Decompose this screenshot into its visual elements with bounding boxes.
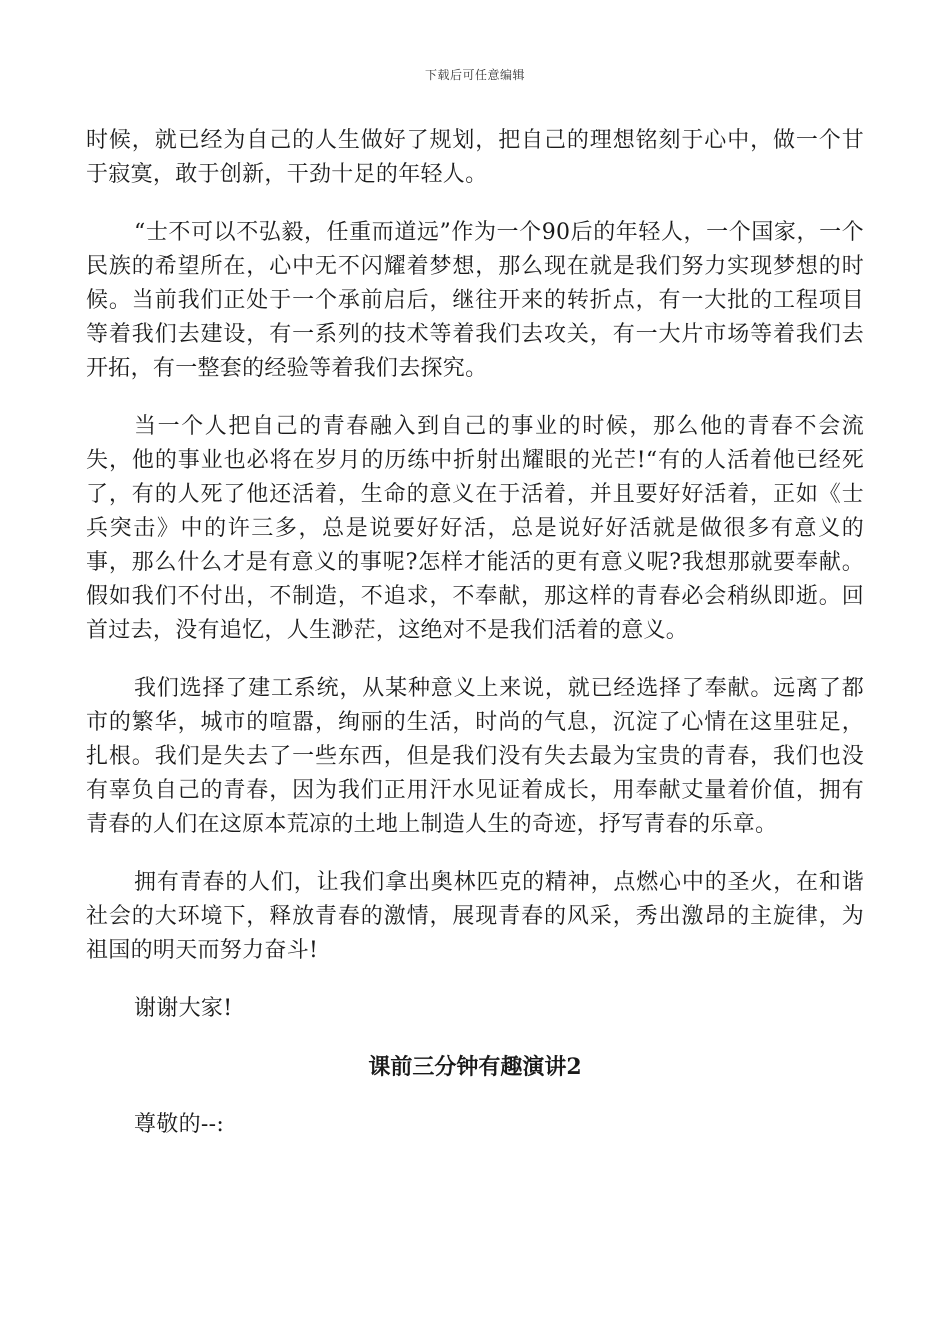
salutation: 尊敬的--: xyxy=(134,1112,225,1137)
section-title: 课前三分钟有趣演讲2 xyxy=(368,1054,582,1080)
paragraph: 拥有青春的人们，让我们拿出奥林匹克的精神，点燃心中的圣火，在和谐社会的大环境下，释放青春的激情，展现青春的风采，秀出激昂的主旋律，为祖国的明天而努力奋斗! xyxy=(86,870,864,963)
page-header: 下载后可任意编辑 xyxy=(424,68,525,82)
paragraph: “士不可以不弘毅，任重而道远”作为一个90后的年轻人，一个国家，一个民族的希望所在，心中无不闪耀着梦想，那么现在就是我们努力实现梦想的时候。当前我们正处于一个承前启后，继往开来的转折点，有一大批的工程项目等着我们去建设，有一系列的技术等着我们去攻关，有一大片市场等着我们去开拓，有一整套的经验等着我们去探究。 xyxy=(86,220,864,381)
closing-thanks: 谢谢大家! xyxy=(134,996,233,1021)
paragraph: 当一个人把自己的青春融入到自己的事业的时候，那么他的青春不会流失，他的事业也必将在岁月的历练中折射出耀眼的光芒!“有的人活着他已经死了，有的人死了他还活着，生命的意义在于活着，并且要好好活着，正如《士兵突击》中的许三多，总是说要好好活，总是说好好活就是做很多有意义的事，那么什么才是有意义的事呢?怎样才能活的更有意义呢?我想那就要奉献。假如我们不付出，不制造，不追求，不奉献，那这样的青春必会稍纵即逝。回首过去，没有追忆，人生渺茫，这绝对不是我们活着的意义。 xyxy=(86,414,864,643)
document-body xyxy=(86,118,864,1166)
paragraph-continuation: 时候，就已经为自己的人生做好了规划，把自己的理想铭刻于心中，做一个甘于寂寞，敢于创新，干劲十足的年轻人。 xyxy=(86,128,864,187)
paragraph: 我们选择了建工系统，从某种意义上来说，就已经选择了奉献。远离了都市的繁华，城市的喧嚣，绚丽的生活，时尚的气息，沉淀了心情在这里驻足，扎根。我们是失去了一些东西，但是我们没有失去最为宝贵的青春，我们也没有辜负自己的青春，因为我们正用汗水见证着成长，用奉献丈量着价值，拥有青春的人们在这原本荒凉的土地上制造人生的奇迹，抒写青春的乐章。 xyxy=(86,676,864,837)
